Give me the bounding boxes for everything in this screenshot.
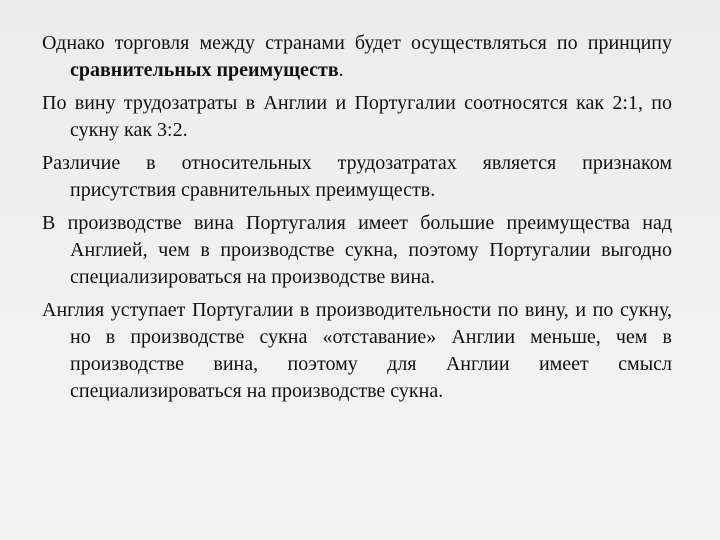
paragraph-comparative-advantage (42, 30, 672, 84)
paragraph-relative-costs: Различие в относительных трудозатратах является признаком присутствия сравнительных преимуществ. (42, 152, 672, 201)
slide-body (42, 30, 672, 411)
paragraph-labor-ratios: По вину трудозатраты в Англии и Португалии соотносятся как 2:1, по сукну как 3:2. (42, 92, 672, 141)
paragraph-portugal-wine: В производстве вина Португалия имеет большие преимущества над Англией, чем в производстве сукна, поэтому Португалии выгодно специализироваться на производстве вина. (42, 212, 672, 288)
comparative-advantage-term: сравнительных преимуществ (70, 59, 339, 81)
paragraph-1-text: Однако торговля между странами будет осуществляться по принципу (42, 32, 672, 54)
paragraph-1-end: . (338, 59, 344, 81)
paragraph-england-cloth: Англия уступает Португалии в производительности по вину, и по сукну, но в производстве сукна «отставание» Англии меньше, чем в производстве вина, поэтому для Англии имеет смысл специализироваться на производстве сукна. (42, 299, 672, 402)
